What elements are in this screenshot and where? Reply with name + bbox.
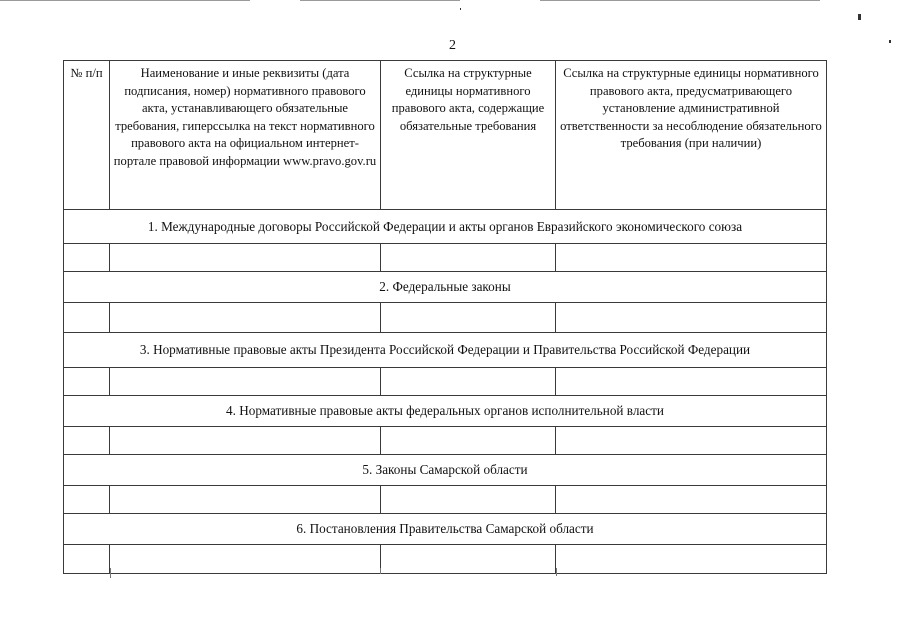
table-cell bbox=[64, 244, 110, 272]
table-cell bbox=[110, 244, 381, 272]
section-title: 2. Федеральные законы bbox=[64, 272, 827, 303]
table-row bbox=[64, 303, 827, 333]
table-cell bbox=[381, 486, 556, 514]
table-row bbox=[64, 427, 827, 455]
table-cell bbox=[110, 545, 381, 574]
table-cell bbox=[64, 303, 110, 333]
section-title: 6. Постановления Правительства Самарской области bbox=[64, 514, 827, 545]
section-title: 5. Законы Самарской области bbox=[64, 455, 827, 486]
table-cell bbox=[381, 303, 556, 333]
section-title: 4. Нормативные правовые акты федеральных органов исполнительной власти bbox=[64, 396, 827, 427]
table-cell bbox=[381, 244, 556, 272]
table-cell bbox=[556, 486, 827, 514]
table-cell bbox=[64, 486, 110, 514]
scan-mark bbox=[858, 14, 861, 20]
table-row bbox=[64, 244, 827, 272]
section-row bbox=[64, 272, 827, 303]
table-cell bbox=[110, 303, 381, 333]
table-cell bbox=[556, 244, 827, 272]
requirements-table bbox=[63, 60, 827, 574]
table-cell bbox=[556, 368, 827, 396]
table-cell bbox=[110, 368, 381, 396]
header-cell-structural-units: Ссылка на структурные единицы нормативного правового акта, содержащие обязательные требования bbox=[381, 61, 556, 210]
table-cell bbox=[556, 427, 827, 455]
table-cell bbox=[381, 368, 556, 396]
scan-line bbox=[110, 568, 111, 578]
table-cell bbox=[381, 427, 556, 455]
table-cell bbox=[64, 427, 110, 455]
table-cell bbox=[110, 427, 381, 455]
table-cell bbox=[110, 486, 381, 514]
table-cell bbox=[64, 545, 110, 574]
section-title: 1. Международные договоры Российской Федерации и акты органов Евразийского экономического союза bbox=[64, 210, 827, 244]
section-row bbox=[64, 514, 827, 545]
section-row bbox=[64, 333, 827, 368]
section-row bbox=[64, 455, 827, 486]
section-row bbox=[64, 396, 827, 427]
header-row bbox=[64, 61, 827, 210]
table-row bbox=[64, 368, 827, 396]
scan-line bbox=[556, 568, 557, 576]
table-cell bbox=[556, 545, 827, 574]
table-cell bbox=[64, 368, 110, 396]
header-cell-admin-liability: Ссылка на структурные единицы нормативного правового акта, предусматривающего установление административной ответственности за несоблюдение обязательного требования (при наличии) bbox=[556, 61, 827, 210]
table-cell bbox=[556, 303, 827, 333]
scan-line bbox=[380, 568, 381, 574]
header-cell-act-details: Наименование и иные реквизиты (дата подписания, номер) нормативного правового акта, устанавливающего обязательные требования, гиперссылка на текст нормативного правового акта на официальном интернет-портале правовой информации www.pravo.gov.ru bbox=[110, 61, 381, 210]
table-row bbox=[64, 545, 827, 574]
header-cell-number: № п/п bbox=[64, 61, 110, 210]
page-number: 2 bbox=[449, 38, 456, 53]
section-row bbox=[64, 210, 827, 244]
table-cell bbox=[381, 545, 556, 574]
table-row bbox=[64, 486, 827, 514]
page-top-edge bbox=[0, 0, 905, 2]
section-title: 3. Нормативные правовые акты Президента Российской Федерации и Правительства Российской Федерации bbox=[64, 333, 827, 368]
scan-mark bbox=[460, 8, 461, 10]
